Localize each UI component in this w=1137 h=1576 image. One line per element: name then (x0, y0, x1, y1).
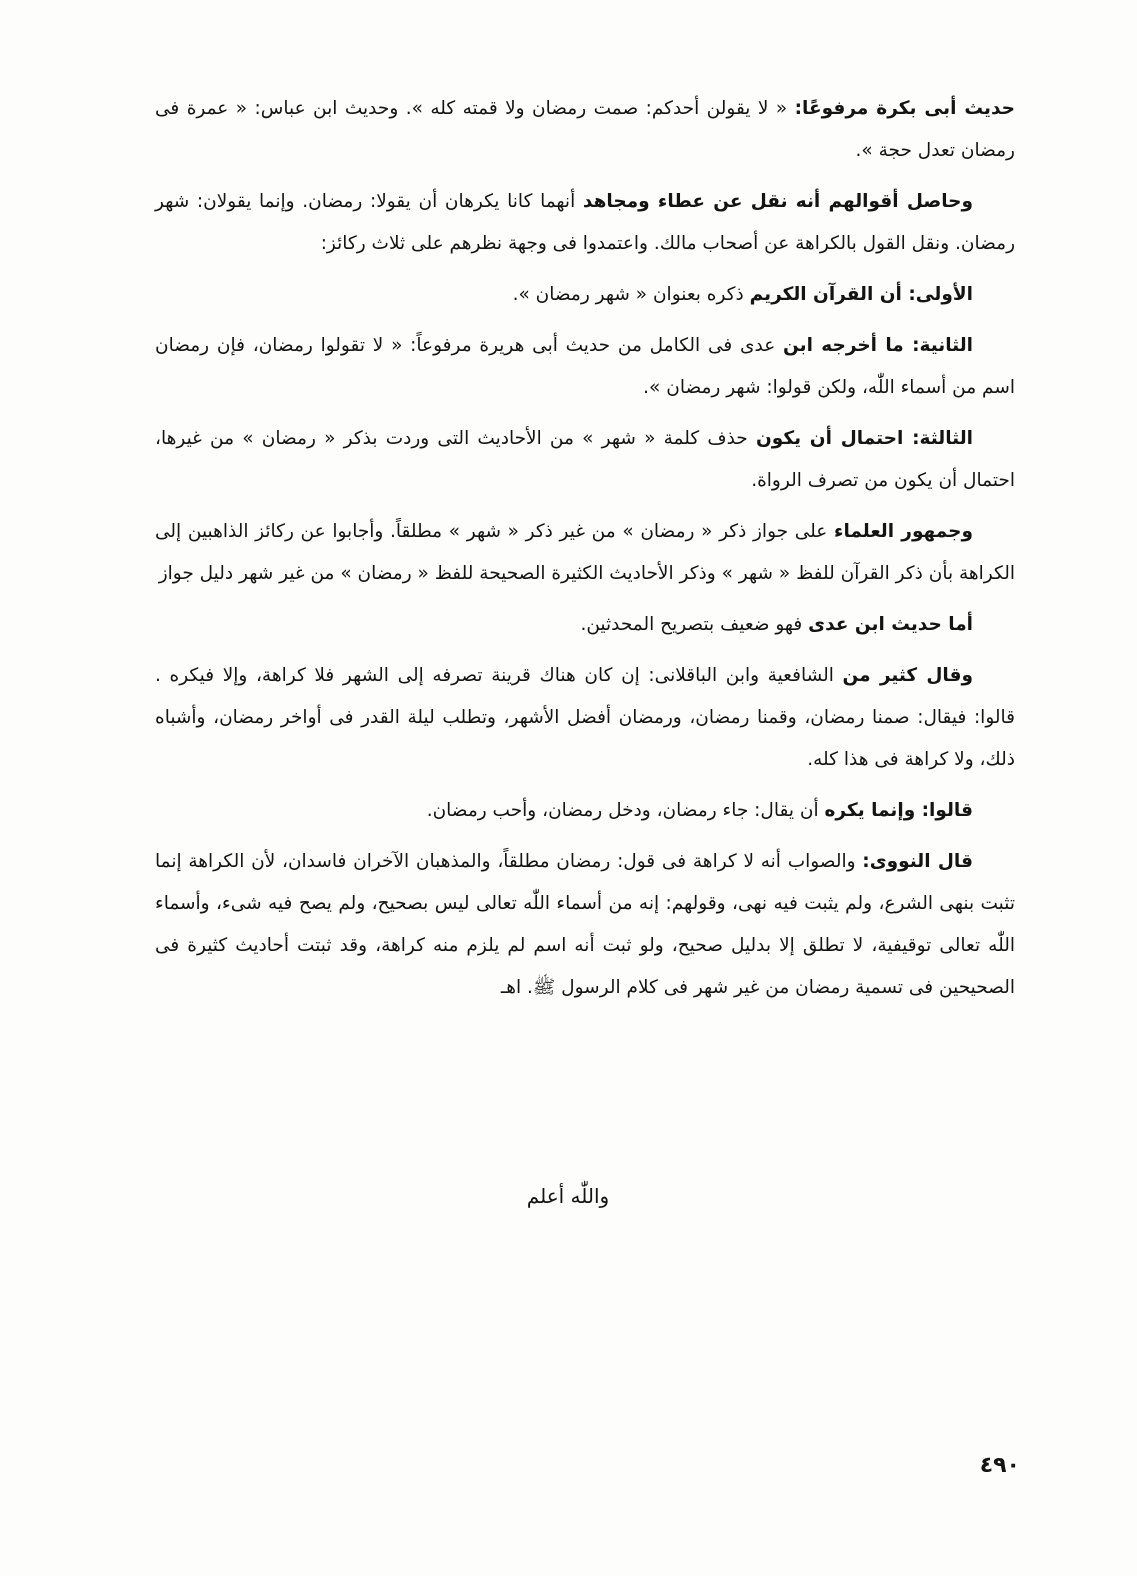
paragraph-body: ذكره بعنوان « شهر رمضان ». (512, 284, 750, 305)
paragraph-body: حذف كلمة « شهر » من الأحاديث التى وردت بذكر « رمضان » من غيرها، احتمال أن يكون من تصرف الرواة. (155, 428, 1015, 491)
paragraph-8 (155, 655, 1015, 781)
paragraph-10 (155, 841, 1015, 1009)
paragraph-7 (155, 604, 1015, 646)
closing-phrase: واللّٰه أعلم (526, 1184, 610, 1208)
paragraph-4 (155, 325, 1015, 409)
page-number: ٤٩٠ (979, 1453, 1020, 1478)
paragraph-6 (155, 511, 1015, 595)
paragraph-body: على جواز ذكر « رمضان » من غير ذكر « شهر » مطلقاً. وأجابوا عن ركائز الذاهبين إلى الكراهة بأن ذكر القرآن للفظ « شهر » وذكر الأحاديث الكثيرة الصحيحة للفظ « رمضان » من غير شهر دليل جواز (155, 521, 1015, 584)
paragraph-2 (155, 181, 1015, 265)
paragraph-lead: حديث أبى بكرة مرفوعًا: (794, 98, 1015, 119)
paragraph-body: « لا يقولن أحدكم: صمت رمضان ولا قمته كله ». وحديث ابن عباس: « عمرة فى رمضان تعدل حجة ». (155, 98, 1015, 161)
paragraph-body: الشافعية وابن الباقلانى: إن كان هناك قرينة تصرفه إلى الشهر فلا كراهة، وإلا فيكره . قالوا: فيقال: صمنا رمضان، وقمنا رمضان، ورمضان أفضل الأشهر، وتطلب ليلة القدر فى أواخر رمضان، وأشباه ذلك، ولا كراهة فى هذا كله. (155, 665, 1015, 770)
paragraph-3 (155, 274, 1015, 316)
paragraph-9 (155, 790, 1015, 832)
paragraph-body: فهو ضعيف بتصريح المحدثين. (580, 614, 809, 635)
paragraph-5 (155, 418, 1015, 502)
paragraph-body: عدى فى الكامل من حديث أبى هريرة مرفوعاً: « لا تقولوا رمضان، فإن رمضان اسم من أسماء اللّٰه، ولكن قولوا: شهر رمضان ». (155, 335, 1015, 398)
paragraph-lead: وقال كثير من (842, 665, 973, 686)
paragraph-lead: الأولى: أن القرآن الكريم (749, 284, 973, 305)
paragraph-body: والصواب أنه لا كراهة فى قول: رمضان مطلقاً، والمذهبان الآخران فاسدان، لأن الكراهة إنما تثبت بنهى الشرع، ولم يثبت فيه نهى، وقولهم: إنه من أسماء اللّٰه تعالى ليس بصحيح، ولم يصح فيه شىء، وأسماء اللّٰه تعالى توقيفية، لا تطلق إلا بدليل صحيح، ولو ثبت أنه اسم لم يلزم منه كراهة، وقد ثبتت أحاديث كثيرة فى الصحيحين فى تسمية رمضان من غير شهر فى كلام الرسول ﷺ. اهـ (155, 851, 1015, 998)
paragraph-lead: الثانية: ما أخرجه ابن (783, 335, 973, 356)
paragraph-lead: قالوا: وإنما يكره (824, 800, 973, 821)
paragraph-lead: قال النووى: (862, 851, 973, 872)
paragraph-body: أن يقال: جاء رمضان، ودخل رمضان، وأحب رمضان. (426, 800, 825, 821)
paragraph-lead: وجمهور العلماء (833, 521, 973, 542)
paragraph-lead: وحاصل أقوالهم أنه نقل عن عطاء ومجاهد (582, 191, 973, 212)
body-text (155, 88, 1015, 1018)
paragraph-body: أنهما كانا يكرهان أن يقولا: رمضان. وإنما يقولان: شهر رمضان. ونقل القول بالكراهة عن أصحاب مالك. واعتمدوا فى وجهة نظرهم على ثلاث ركائز: (155, 191, 1015, 254)
paragraph-1 (155, 88, 1015, 172)
paragraph-lead: الثالثة: احتمال أن يكون (755, 428, 973, 449)
paragraph-lead: أما حديث ابن عدى (808, 614, 973, 635)
